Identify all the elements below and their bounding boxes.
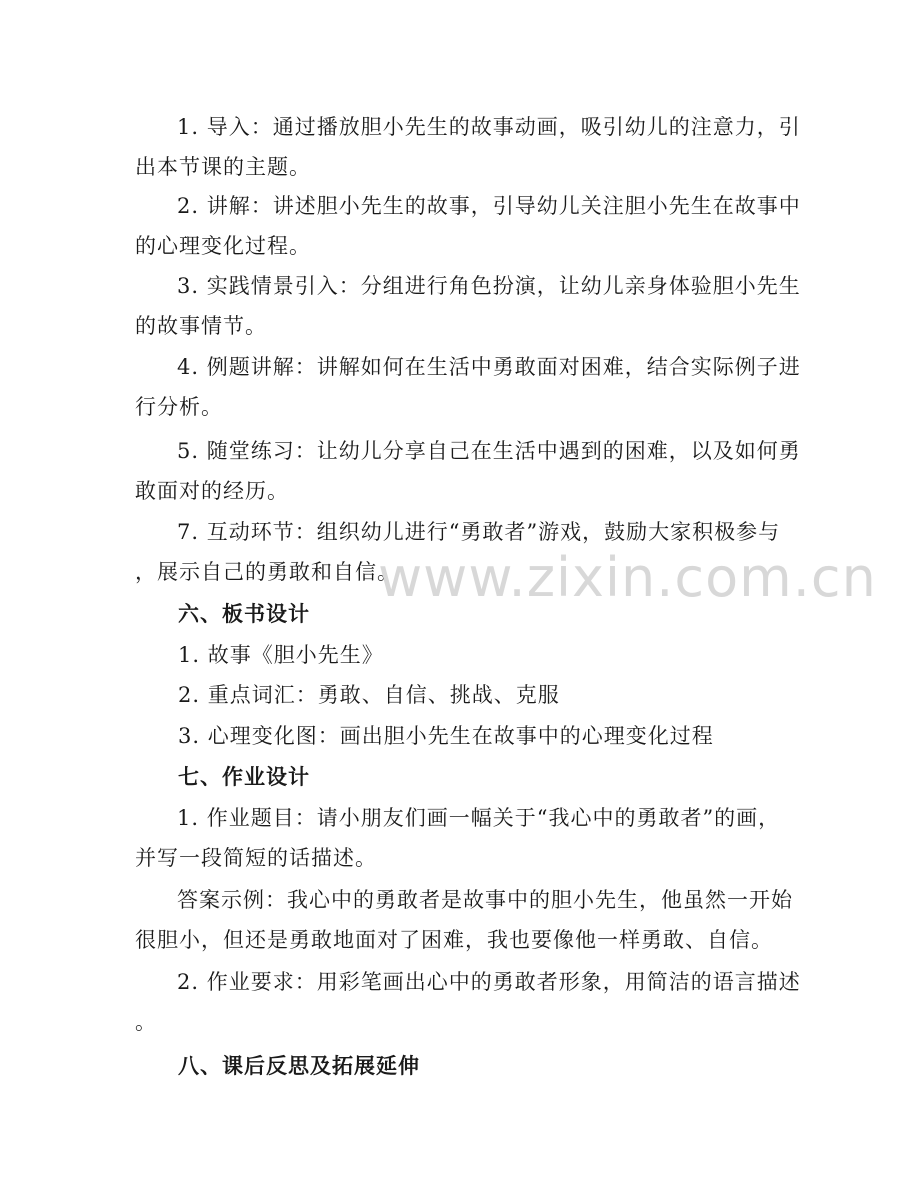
- paragraph-line: 5. 随堂练习：让幼儿分享自己在生活中遇到的困难，以及如何勇: [177, 439, 801, 463]
- paragraph-practice: [135, 266, 801, 346]
- paragraph-intro: [135, 107, 801, 187]
- section-heading-board-design: 六、板书设计: [178, 601, 310, 626]
- paragraph-line: 2. 讲解：讲述胆小先生的故事，引导幼儿关注胆小先生在故事中: [177, 194, 801, 218]
- paragraph-line: 行分析。: [135, 395, 223, 419]
- paragraph-line: 出本节课的主题。: [135, 155, 311, 179]
- paragraph-homework-topic: [135, 798, 787, 878]
- paragraph-line: 1. 导入：通过播放胆小先生的故事动画，吸引幼儿的注意力，引: [177, 115, 801, 139]
- list-item: 3. 心理变化图：画出胆小先生在故事中的心理变化过程: [178, 724, 714, 748]
- list-item: 2. 重点词汇：勇敢、自信、挑战、克服: [178, 683, 560, 707]
- paragraph-line: 的心理变化过程。: [135, 234, 311, 258]
- list-item: 1. 故事《胆小先生》: [178, 643, 384, 667]
- paragraph-line: 3. 实践情景引入：分组进行角色扮演，让幼儿亲身体验胆小先生: [177, 274, 801, 298]
- paragraph-line: 。: [135, 1010, 157, 1034]
- paragraph-line: 4. 例题讲解：讲解如何在生活中勇敢面对困难，结合实际例子进: [177, 355, 801, 379]
- paragraph-line: 2. 作业要求：用彩笔画出心中的勇敢者形象，用简洁的语言描述: [177, 970, 801, 994]
- paragraph-line: 很胆小，但还是勇敢地面对了困难，我也要像他一样勇敢、自信。: [135, 928, 773, 952]
- paragraph-line: 的故事情节。: [135, 314, 267, 338]
- section-heading-homework-design: 七、作业设计: [178, 764, 310, 789]
- paragraph-explain: [135, 186, 801, 266]
- paragraph-homework-requirement: [135, 962, 801, 1042]
- section-heading-reflection: 八、课后反思及拓展延伸: [178, 1053, 420, 1078]
- paragraph-example: [135, 347, 801, 427]
- watermark: www.zixin.com.cn: [378, 546, 877, 609]
- paragraph-line: 并写一段简短的话描述。: [135, 846, 377, 870]
- paragraph-line: 7. 互动环节：组织幼儿进行“勇敢者”游戏，鼓励大家积极参与: [177, 520, 781, 544]
- paragraph-exercise: [135, 431, 801, 511]
- paragraph-answer-example: [135, 880, 793, 960]
- paragraph-line: 敢面对的经历。: [135, 479, 289, 503]
- paragraph-line: ，展示自己的勇敢和自信。: [135, 560, 399, 584]
- paragraph-line: 1. 作业题目：请小朋友们画一幅关于“我心中的勇敢者”的画，: [177, 806, 781, 830]
- paragraph-line: 答案示例：我心中的勇敢者是故事中的胆小先生，他虽然一开始: [177, 888, 793, 912]
